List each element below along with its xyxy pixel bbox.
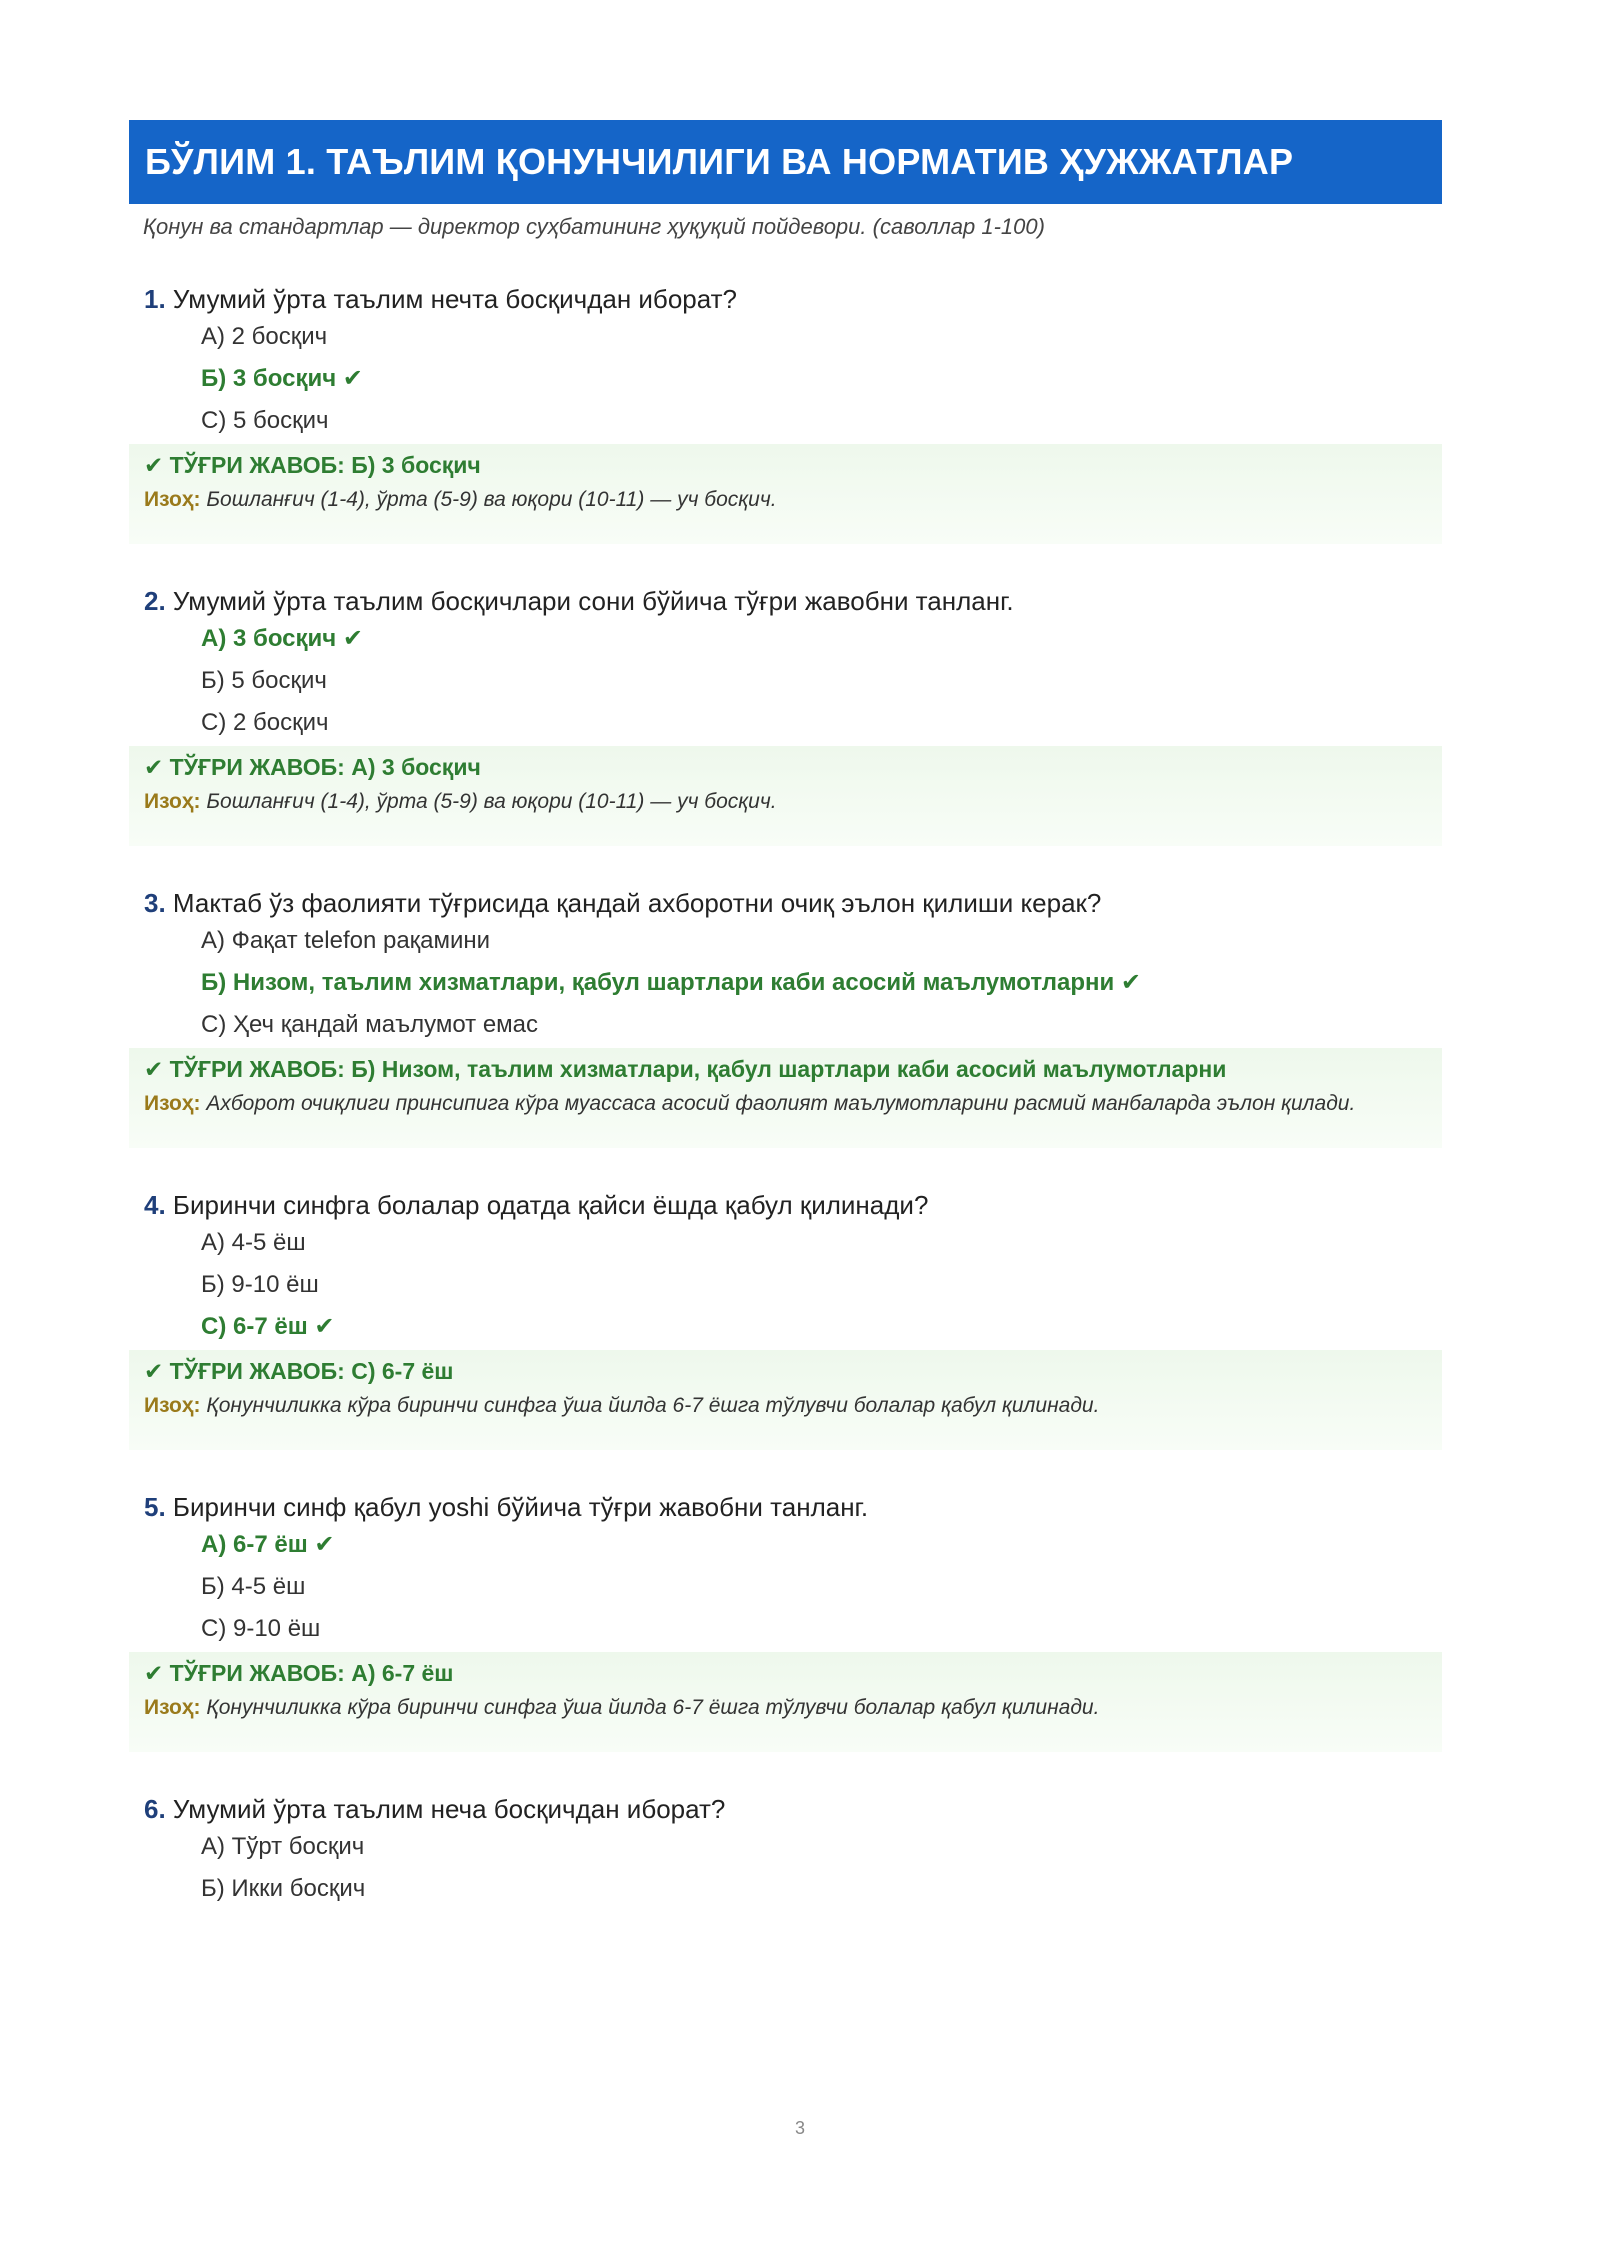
option-b: Б) 9-10 ёш (201, 1271, 319, 1298)
explanation (144, 1086, 1427, 1122)
option-b: Б) Икки босқич (201, 1875, 366, 1902)
section-title: БЎЛИМ 1. ТАЪЛИМ ҚОНУНЧИЛИГИ ВА НОРМАТИВ ҲУЖЖАТЛАР (145, 141, 1294, 182)
section-header (129, 120, 1442, 204)
question-number: 2. (144, 586, 166, 616)
explanation (144, 482, 1427, 518)
explanation-label: Изоҳ: (144, 790, 201, 813)
question-6 (129, 1792, 1442, 1910)
correct-answer: ✔ ТЎҒРИ ЖАВОБ: Б) Низом, таълим хизматлари, қабул шартлари каби асосий маълумотларни (144, 1056, 1227, 1082)
section-subtitle: Қонун ва стандартлар — директор суҳбатининг ҳуқуқий пойдевори. (саволлар 1-100) (143, 214, 1045, 239)
page-number: 3 (794, 2118, 805, 2138)
question-3 (129, 886, 1442, 1148)
answer-box (129, 1350, 1442, 1450)
question-4 (129, 1188, 1442, 1450)
option-a: А) Фақат telefon рақамини (201, 927, 491, 954)
explanation (144, 784, 1427, 820)
option-c: С) 5 босқич (201, 407, 329, 434)
explanation-text: Қонунчиликка кўра биринчи синфга ўша йилда 6-7 ёшга тўлувчи болалар қабул қилинади. (206, 1696, 1100, 1719)
option-a: А) Тўрт босқич (201, 1833, 365, 1860)
option-a: А) 4-5 ёш (201, 1229, 306, 1256)
explanation-label: Изоҳ: (144, 488, 201, 511)
question-text: Умумий ўрта таълим нечта босқичдан иборат? (172, 284, 737, 314)
option-b: Б) 4-5 ёш (201, 1573, 306, 1600)
answer-box (129, 746, 1442, 846)
option-b: Б) 5 босқич (201, 667, 327, 694)
explanation-text: Ахборот очиқлиги принсипига кўра муассаса асосий фаолият маълумотларини расмий манбаларда эълон қилади. (206, 1092, 1356, 1115)
explanation-text: Бошланғич (1-4), ўрта (5-9) ва юқори (10-11) — уч босқич. (206, 790, 777, 813)
question-number: 4. (144, 1190, 166, 1220)
correct-answer: ✔ ТЎҒРИ ЖАВОБ: А) 6-7 ёш (144, 1660, 454, 1686)
question-text: Биринчи синфга болалар одатда қайси ёшда қабул қилинади? (172, 1190, 929, 1220)
explanation-label: Изоҳ: (144, 1394, 201, 1417)
option-b-correct: Б) 3 босқич ✔ (201, 365, 363, 392)
explanation-text: Бошланғич (1-4), ўрта (5-9) ва юқори (10-11) — уч босқич. (206, 488, 777, 511)
option-a-correct: А) 3 босқич ✔ (201, 625, 363, 652)
option-c: С) 9-10 ёш (201, 1615, 321, 1642)
question-number: 5. (144, 1492, 166, 1522)
question-text: Биринчи синф қабул yoshi бўйича тўғри жавобни танланг. (172, 1492, 869, 1522)
option-b-correct: Б) Низом, таълим хизматлари, қабул шартлари каби асосий маълумотларни ✔ (201, 969, 1142, 996)
question-text: Умумий ўрта таълим босқичлари сони бўйича тўғри жавобни танланг. (172, 586, 1014, 616)
answer-box (129, 1048, 1442, 1148)
option-c: С) Ҳеч қандай маълумот емас (201, 1011, 539, 1038)
explanation-text: Қонунчиликка кўра биринчи синфга ўша йилда 6-7 ёшга тўлувчи болалар қабул қилинади. (206, 1394, 1100, 1417)
option-a-correct: А) 6-7 ёш ✔ (201, 1531, 335, 1558)
question-5 (129, 1490, 1442, 1752)
question-number: 6. (144, 1794, 166, 1824)
answer-box (129, 1652, 1442, 1752)
question-text: Умумий ўрта таълим неча босқичдан иборат? (172, 1794, 726, 1824)
question-number: 3. (144, 888, 166, 918)
correct-answer: ✔ ТЎҒРИ ЖАВОБ: С) 6-7 ёш (144, 1358, 454, 1384)
document-page (129, 120, 1442, 1910)
correct-answer: ✔ ТЎҒРИ ЖАВОБ: Б) 3 босқич (144, 452, 481, 478)
question-text: Мактаб ўз фаолияти тўғрисида қандай ахборотни очиқ эълон қилиши керак? (172, 888, 1102, 918)
option-c: С) 2 босқич (201, 709, 329, 736)
explanation (144, 1388, 1427, 1424)
option-c-correct: С) 6-7 ёш ✔ (201, 1313, 335, 1340)
explanation-label: Изоҳ: (144, 1092, 201, 1115)
question-number: 1. (144, 284, 166, 314)
explanation (144, 1690, 1427, 1726)
question-1 (129, 282, 1442, 544)
question-2 (129, 584, 1442, 846)
option-a: А) 2 босқич (201, 323, 328, 350)
answer-box (129, 444, 1442, 544)
explanation-label: Изоҳ: (144, 1696, 201, 1719)
correct-answer: ✔ ТЎҒРИ ЖАВОБ: А) 3 босқич (144, 754, 481, 780)
